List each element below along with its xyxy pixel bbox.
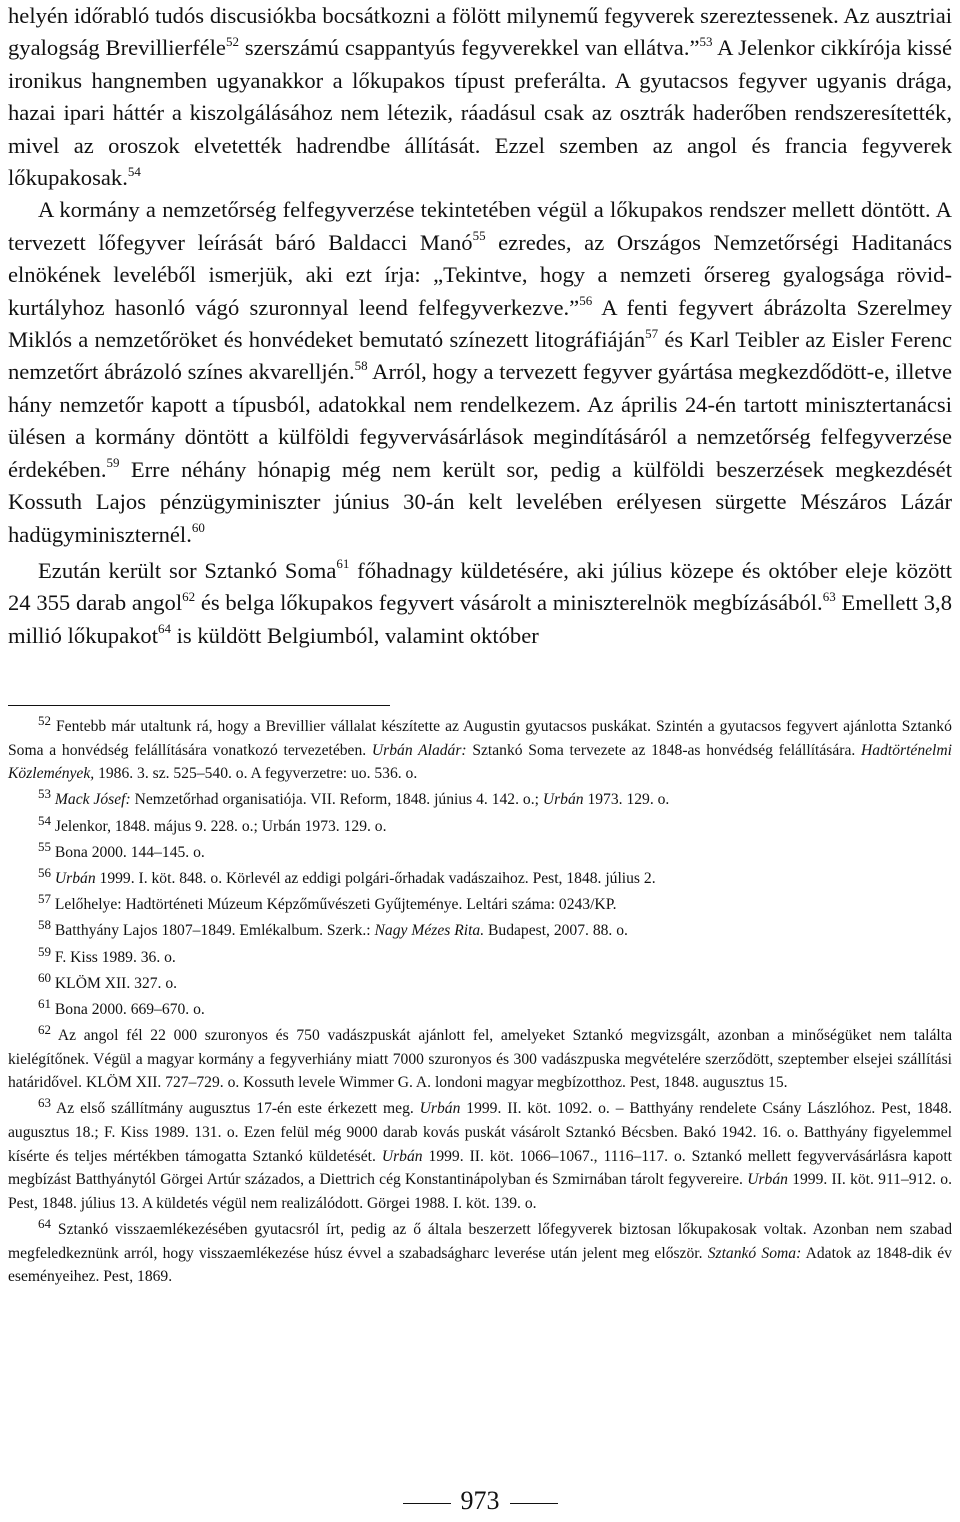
- page-number: [8, 1486, 952, 1516]
- footnote-56: [8, 864, 952, 891]
- footnote-number: 57: [38, 890, 51, 906]
- body-text-run: Arról, hogy a tervezett fegyver gyártása megkezdődött-e, illetve hány nemzetőr kapott a típusból, adatokkal nem rendelkezem. Az április 24-én tartott minisztertanácsi ülésen a kormány döntött a külföldi fegyvervásárlások megindításáról a nemzetőrség felfegyverzése érdekében.: [8, 359, 953, 482]
- body-paragraph-3: [8, 555, 952, 652]
- footnote-number: 52: [38, 712, 51, 728]
- footnote-text: Sztankó visszaemlékezésében gyutacsról írt, pedig az ő általa beszerzett lőfegyverek biztosan lőkupakosak voltak. Azonban nem szabad megfeledkeznünk arról, hogy visszaemlékezése húsz évvel a szabadságharc leverése után jelent meg először.: [8, 1221, 952, 1262]
- footnote-number: 53: [38, 786, 51, 802]
- document-page: [8, 0, 953, 1515]
- body-text-run: A fenti fegyvert ábrázolta Szerelmey Miklós a nemzetőröket és honvédeket bemutató színezett litográfiáján: [8, 294, 952, 353]
- footnote-number: 58: [38, 917, 51, 933]
- footnote-ref: 61: [336, 556, 350, 572]
- footnote-52: [8, 712, 952, 786]
- footnote-ref: 58: [354, 357, 368, 373]
- footnote-text: Az első szállítmány augusztus 17-én este érkezett meg.: [56, 1100, 420, 1118]
- footnote-54: [8, 812, 952, 839]
- footnotes: [8, 712, 953, 1291]
- footnote-number: 61: [38, 995, 51, 1011]
- footnote-number: 60: [38, 969, 51, 985]
- footnote-text: Batthyány Lajos 1807–1849. Emlékalbum. Szerk.:: [54, 922, 375, 940]
- footnote-number: 56: [38, 864, 51, 880]
- body-text-run: ezredes, az Országos Nemzetőrségi Haditanács elnökének leveléből ismerjük, aki ezt írja: „Tekintve, hogy a nemzeti őrsereg gyalogsága rövid-kurtályhoz hasonló vágó szuronnyal leend felfegyverkezve.”: [8, 229, 953, 320]
- footnote-text: 1999. II. köt. 1092. o. – Batthyány rendelete Csány Lászlóhoz. Pest, 1848. augusztus 18.; F. Kiss 1989. 131. o. Ezen felül még 9000 darab kovás puskát vásárolt Sztankó Bécsben. Bakó 1942. 16. o. Batthyány figyelemmel kísérte és teljes mértékben támogatta Sztankó küldetését.: [8, 1100, 952, 1165]
- footnote-ref: 53: [699, 33, 713, 49]
- footnote-text: Budapest, 2007. 88. o.: [484, 922, 628, 940]
- footnote-53: [8, 788, 952, 812]
- body-text-run: és belga lőkupakos fegyvert vásárolt a miniszterelnök megbízásából.: [195, 590, 823, 616]
- footnote-italic-text: Sztankó Soma:: [707, 1244, 802, 1262]
- footnote-text: Jelenkor, 1848. május 9. 228. o.; Urbán 1973. 129. o.: [54, 817, 387, 835]
- footnote-text: Az angol fél 22 000 szuronyos és 750 vadászpuskát ajánlott fel, amelyeket Sztankó megvizsgált, azonban a minőségüket nem találta kielégítőnek. Végül a magyar kormány a fegyverhiány miatt 7000 szuronyos és 300 vadászpuska megvételére szerződött, szeptember elsejei szállítási határidővel. KLÖM XII. 727–729. o. Kossuth levele Wimmer G. A. londoni magyar megbízotthoz. Pest, 1848. augusztus 15.: [8, 1027, 952, 1092]
- footnote-text: Sztankó Soma tervezete az 1848-as honvédség felállítására.: [466, 741, 862, 759]
- footnote-text: 1999. I. köt. 848. o. Körlevél az eddigi polgári-őrhadak vadászaihoz. Pest, 1848. július 2.: [95, 869, 656, 887]
- footnote-italic-text: Mack Jósef:: [54, 791, 131, 809]
- footnote-ref: 63: [822, 588, 836, 604]
- footnote-text: 1973. 129. o.: [583, 791, 670, 809]
- footnote-text: KLÖM XII. 327. o.: [54, 974, 178, 992]
- body-text-run: helyén időrabló tudós discusiókba bocsátkozni a fölött milynemű fegyverek szereztessenek. Az ausztriai gyalogság Brevillierféle: [8, 3, 952, 61]
- footnote-text: Lelőhelye: Hadtörténeti Múzeum Képzőművészeti Gyűjteménye. Leltári száma: 0243/KP.: [54, 896, 617, 914]
- body-text-run: is küldött Belgiumból, valamint október: [171, 622, 539, 648]
- footnote-text: Fentebb már utaltunk rá, hogy a Brevillier vállalat készítette az Augustin gyutacsos puskákat. Szintén a gyutacsos fegyvert ajánlotta Sztankó Soma a honvédség felállítására vonatkozó tervezetében.: [8, 718, 952, 759]
- footnote-61: [8, 995, 952, 1022]
- footnote-number: 54: [38, 812, 51, 828]
- footnote-55: [8, 838, 952, 865]
- footnote-ref: 59: [106, 455, 120, 471]
- footnote-ref: 52: [225, 33, 239, 49]
- footnote-64: [8, 1215, 952, 1289]
- footnote-63: [8, 1097, 952, 1215]
- footnote-italic-text: Urbán Aladár:: [371, 741, 467, 759]
- footnote-italic-text: Nagy Mézes Rita.: [374, 922, 485, 940]
- body-paragraph-2: [8, 194, 952, 550]
- footnote-text: 1999. II. köt. 1066–1067., 1116–117. o. Sztankó mellett fegyvervásárlásra kapott megbízást Batthyánytól Görgei Artúr százados, a Diettrich cég Konstantinápolyban és Szmirnában tárolt fegyvereire.: [8, 1147, 953, 1189]
- footnote-italic-text: Urbán: [542, 791, 584, 809]
- footnote-62: [8, 1021, 952, 1095]
- footnote-text: 1986. 3. sz. 525–540. o. A fegyverzetre: uo. 536. o.: [94, 765, 418, 783]
- body-paragraph-1: [8, 0, 952, 194]
- footnote-italic-text: Urbán: [419, 1100, 461, 1118]
- footnote-text: Bona 2000. 144–145. o.: [54, 843, 205, 861]
- footnote-text: Nemzetőrhad organisatiója. VII. Reform, 1848. június 4. 142. o.;: [130, 791, 543, 809]
- body-text-run: A Jelenkor cikkírója kissé ironikus hangnemben ugyanakkor a lőkupakos típust preferálta. A gyutacsos fegyver ugyanis drága, hazai ipari háttér a kiszolgálásához nem létezik, ráadásul csak az osztrák haderőben rendszeresítették, mivel az oroszok elvetették hadrendbe állítását. Ezzel szemben az angol és francia fegyverek lőkupakosak.: [8, 35, 953, 191]
- footnote-ref: 54: [127, 163, 141, 179]
- footnote-text: Bona 2000. 669–670. o.: [54, 1000, 205, 1018]
- body-text-run: szerszámú csappantyús fegyverekkel van ellátva.”: [238, 35, 700, 61]
- body-text-run: főhadnagy küldetésére, aki július közepe és október eleje között 24 355 darab angol: [8, 557, 953, 616]
- footnote-ref: 60: [191, 519, 205, 535]
- footnote-59: [8, 943, 952, 970]
- footnote-separator: [8, 705, 390, 706]
- footnote-ref: 55: [472, 228, 486, 244]
- footnote-italic-text: Urbán: [747, 1171, 788, 1189]
- footnote-number: 64: [38, 1215, 51, 1231]
- footnote-italic-text: Hadtörténelmi Közlemények,: [8, 741, 952, 783]
- footnote-58: [8, 919, 952, 943]
- body-text-run: Emellett 3,8 millió lőkupakot: [8, 590, 952, 648]
- body-text-run: A kormány a nemzetőrség felfegyverzése tekintetében végül a lőkupakos rendszer mellett döntött. A tervezett lőfegyver leírását báró Baldacci Manó: [8, 197, 952, 255]
- footnote-text: Adatok az 1848-dik év eseményeihez. Pest, 1869.: [8, 1244, 952, 1286]
- footnote-57: [8, 890, 952, 917]
- footnote-60: [8, 969, 952, 996]
- footnote-text: 1999. II. köt. 911–912. o. Pest, 1848. július 13. A küldetés végül nem realizálódott. Görgei 1988. I. köt. 139. o.: [8, 1171, 953, 1212]
- body-text-run: és Karl Teibler az Eisler Ferenc nemzetőrt ábrázoló színes akvarelljén.: [8, 327, 952, 385]
- page-number-value: 973: [460, 1486, 500, 1515]
- body-text-run: Erre néhány hónapig még nem került sor, pedig a külföldi beszerzések megkezdését Kossuth Lajos pénzügyminiszter június 30-án kelt levelében erélyesen sürgette Mészáros Lázár hadügyminiszternél.: [8, 456, 952, 547]
- footnote-ref: 56: [579, 293, 593, 309]
- footnote-ref: 62: [182, 588, 196, 604]
- footnote-number: 63: [38, 1095, 51, 1111]
- footnote-italic-text: Urbán: [381, 1147, 423, 1165]
- footnote-italic-text: Urbán: [54, 869, 96, 887]
- footnote-ref: 57: [645, 325, 659, 341]
- footnote-number: 59: [38, 943, 51, 959]
- footnote-number: 55: [38, 838, 51, 854]
- body-text-run: Ezután került sor Sztankó Soma: [38, 557, 337, 583]
- footnote-number: 62: [38, 1021, 51, 1037]
- footnote-ref: 64: [158, 621, 171, 637]
- footnote-text: F. Kiss 1989. 36. o.: [54, 948, 176, 966]
